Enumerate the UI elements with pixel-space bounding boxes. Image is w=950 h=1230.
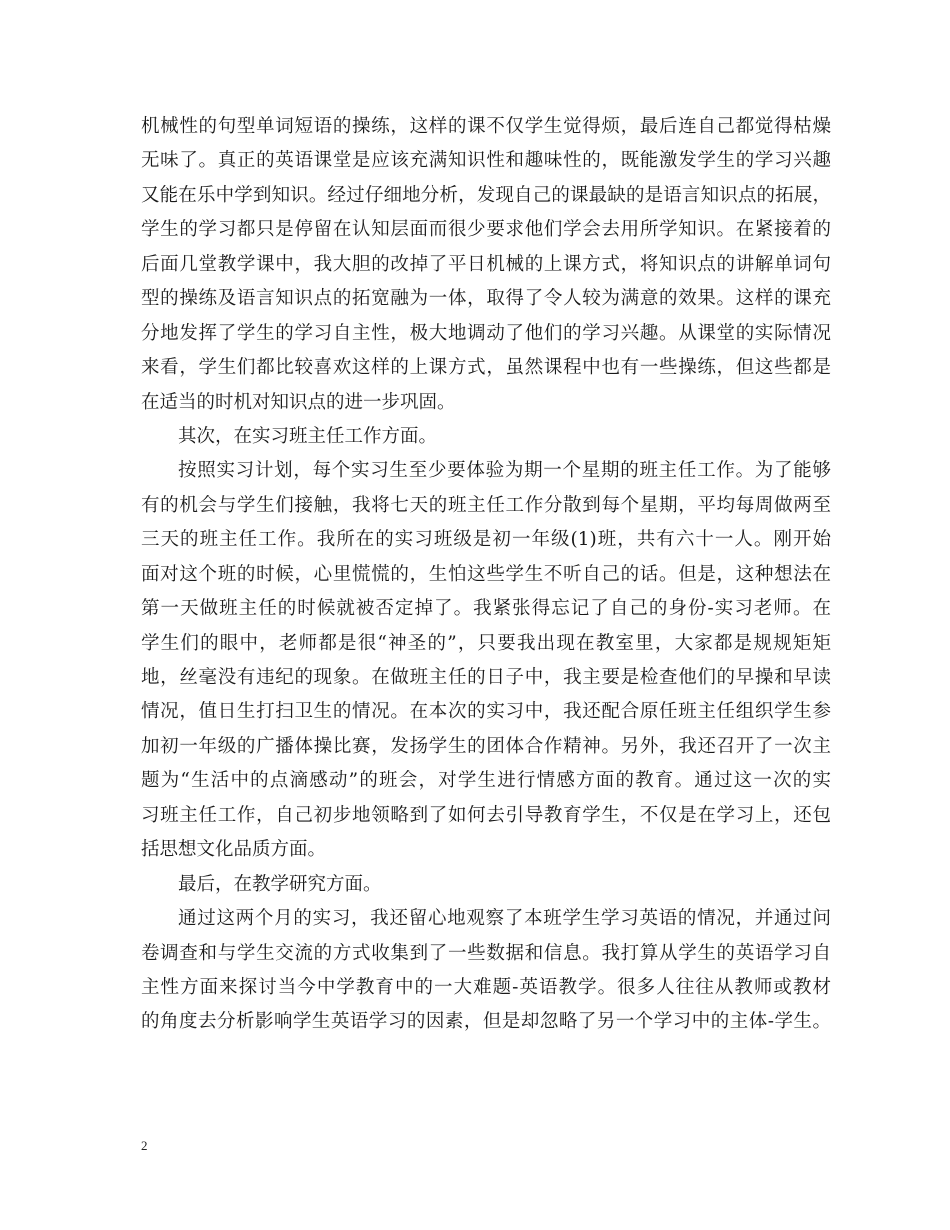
text-line: 第一天做班主任的时候就被否定掉了。我紧张得忘记了自己的身份-实习老师。在: [141, 598, 831, 620]
text-line: 情况，值日生打扫卫生的情况。在本次的实习中，我还配合原任班主任组织学生参: [141, 701, 831, 723]
page-number: 2: [141, 1138, 148, 1153]
text-line: 无味了。真正的英语课堂是应该充满知识性和趣味性的，既能激发学生的学习兴趣: [141, 150, 831, 172]
text-line: 主性方面来探讨当今中学教育中的一大难题-英语教学。很多人往往从教师或教材: [141, 976, 831, 998]
text-line: 括思想文化品质方面。: [141, 839, 327, 861]
text-line: 机械性的句型单词短语的操练，这样的课不仅学生觉得烦，最后连自己都觉得枯燥: [141, 116, 831, 137]
body-text: [141, 110, 831, 1040]
text-line: 按照实习计划，每个实习生至少要体验为期一个星期的班主任工作。为了能够: [178, 460, 831, 482]
text-line: 加初一年级的广播体操比赛，发扬学生的团体合作精神。另外，我还召开了一次主: [141, 735, 831, 757]
text-line: 的角度去分析影响学生英语学习的因素，但是却忽略了另一个学习中的主体-学生。: [141, 1011, 831, 1033]
text-line: 面对这个班的时候，心里慌慌的，生怕这些学生不听自己的话。但是，这种想法在: [141, 563, 831, 585]
text-line: 有的机会与学生们接触，我将七天的班主任工作分散到每个星期，平均每周做两至: [141, 494, 831, 516]
text-line: 后面几堂教学课中，我大胆的改掉了平日机械的上课方式，将知识点的讲解单词句: [141, 253, 831, 275]
text-line: 型的操练及语言知识点的拓宽融为一体，取得了令人较为满意的效果。这样的课充: [141, 288, 831, 310]
text-line: 学生的学习都只是停留在认知层面而很少要求他们学会去用所学知识。在紧接着的: [141, 219, 831, 241]
text-line: 习班主任工作，自己初步地领略到了如何去引导教育学生，不仅是在学习上，还包: [141, 804, 831, 826]
text-line: 学生们的眼中，老师都是很“神圣的”，只要我出现在教室里，大家都是规规矩矩: [141, 632, 831, 654]
text-line: 卷调查和与学生交流的方式收集到了一些数据和信息。我打算从学生的英语学习自: [141, 942, 831, 964]
text-line: 其次，在实习班主任工作方面。: [178, 425, 438, 447]
text-line: 地，丝毫没有违纪的现象。在做班主任的日子中，我主要是检查他们的早操和早读: [141, 667, 831, 688]
text-line: 通过这两个月的实习，我还留心地观察了本班学生学习英语的情况，并通过问: [178, 908, 831, 930]
text-line: 题为“生活中的点滴感动”的班会，对学生进行情感方面的教育。通过这一次的实: [141, 770, 831, 792]
text-line: 分地发挥了学生的学习自主性，极大地调动了他们的学习兴趣。从课堂的实际情况: [141, 322, 831, 344]
text-line: 在适当的时机对知识点的进一步巩固。: [141, 391, 456, 413]
text-line: 最后，在教学研究方面。: [178, 873, 382, 895]
text-line: 三天的班主任工作。我所在的实习班级是初一年级(1)班，共有六十一人。刚开始: [141, 529, 831, 551]
text-line: 又能在乐中学到知识。经过仔细地分析，发现自己的课最缺的是语言知识点的拓展，: [141, 184, 831, 206]
text-line: 来看，学生们都比较喜欢这样的上课方式，虽然课程中也有一些操练，但这些都是: [141, 357, 831, 379]
